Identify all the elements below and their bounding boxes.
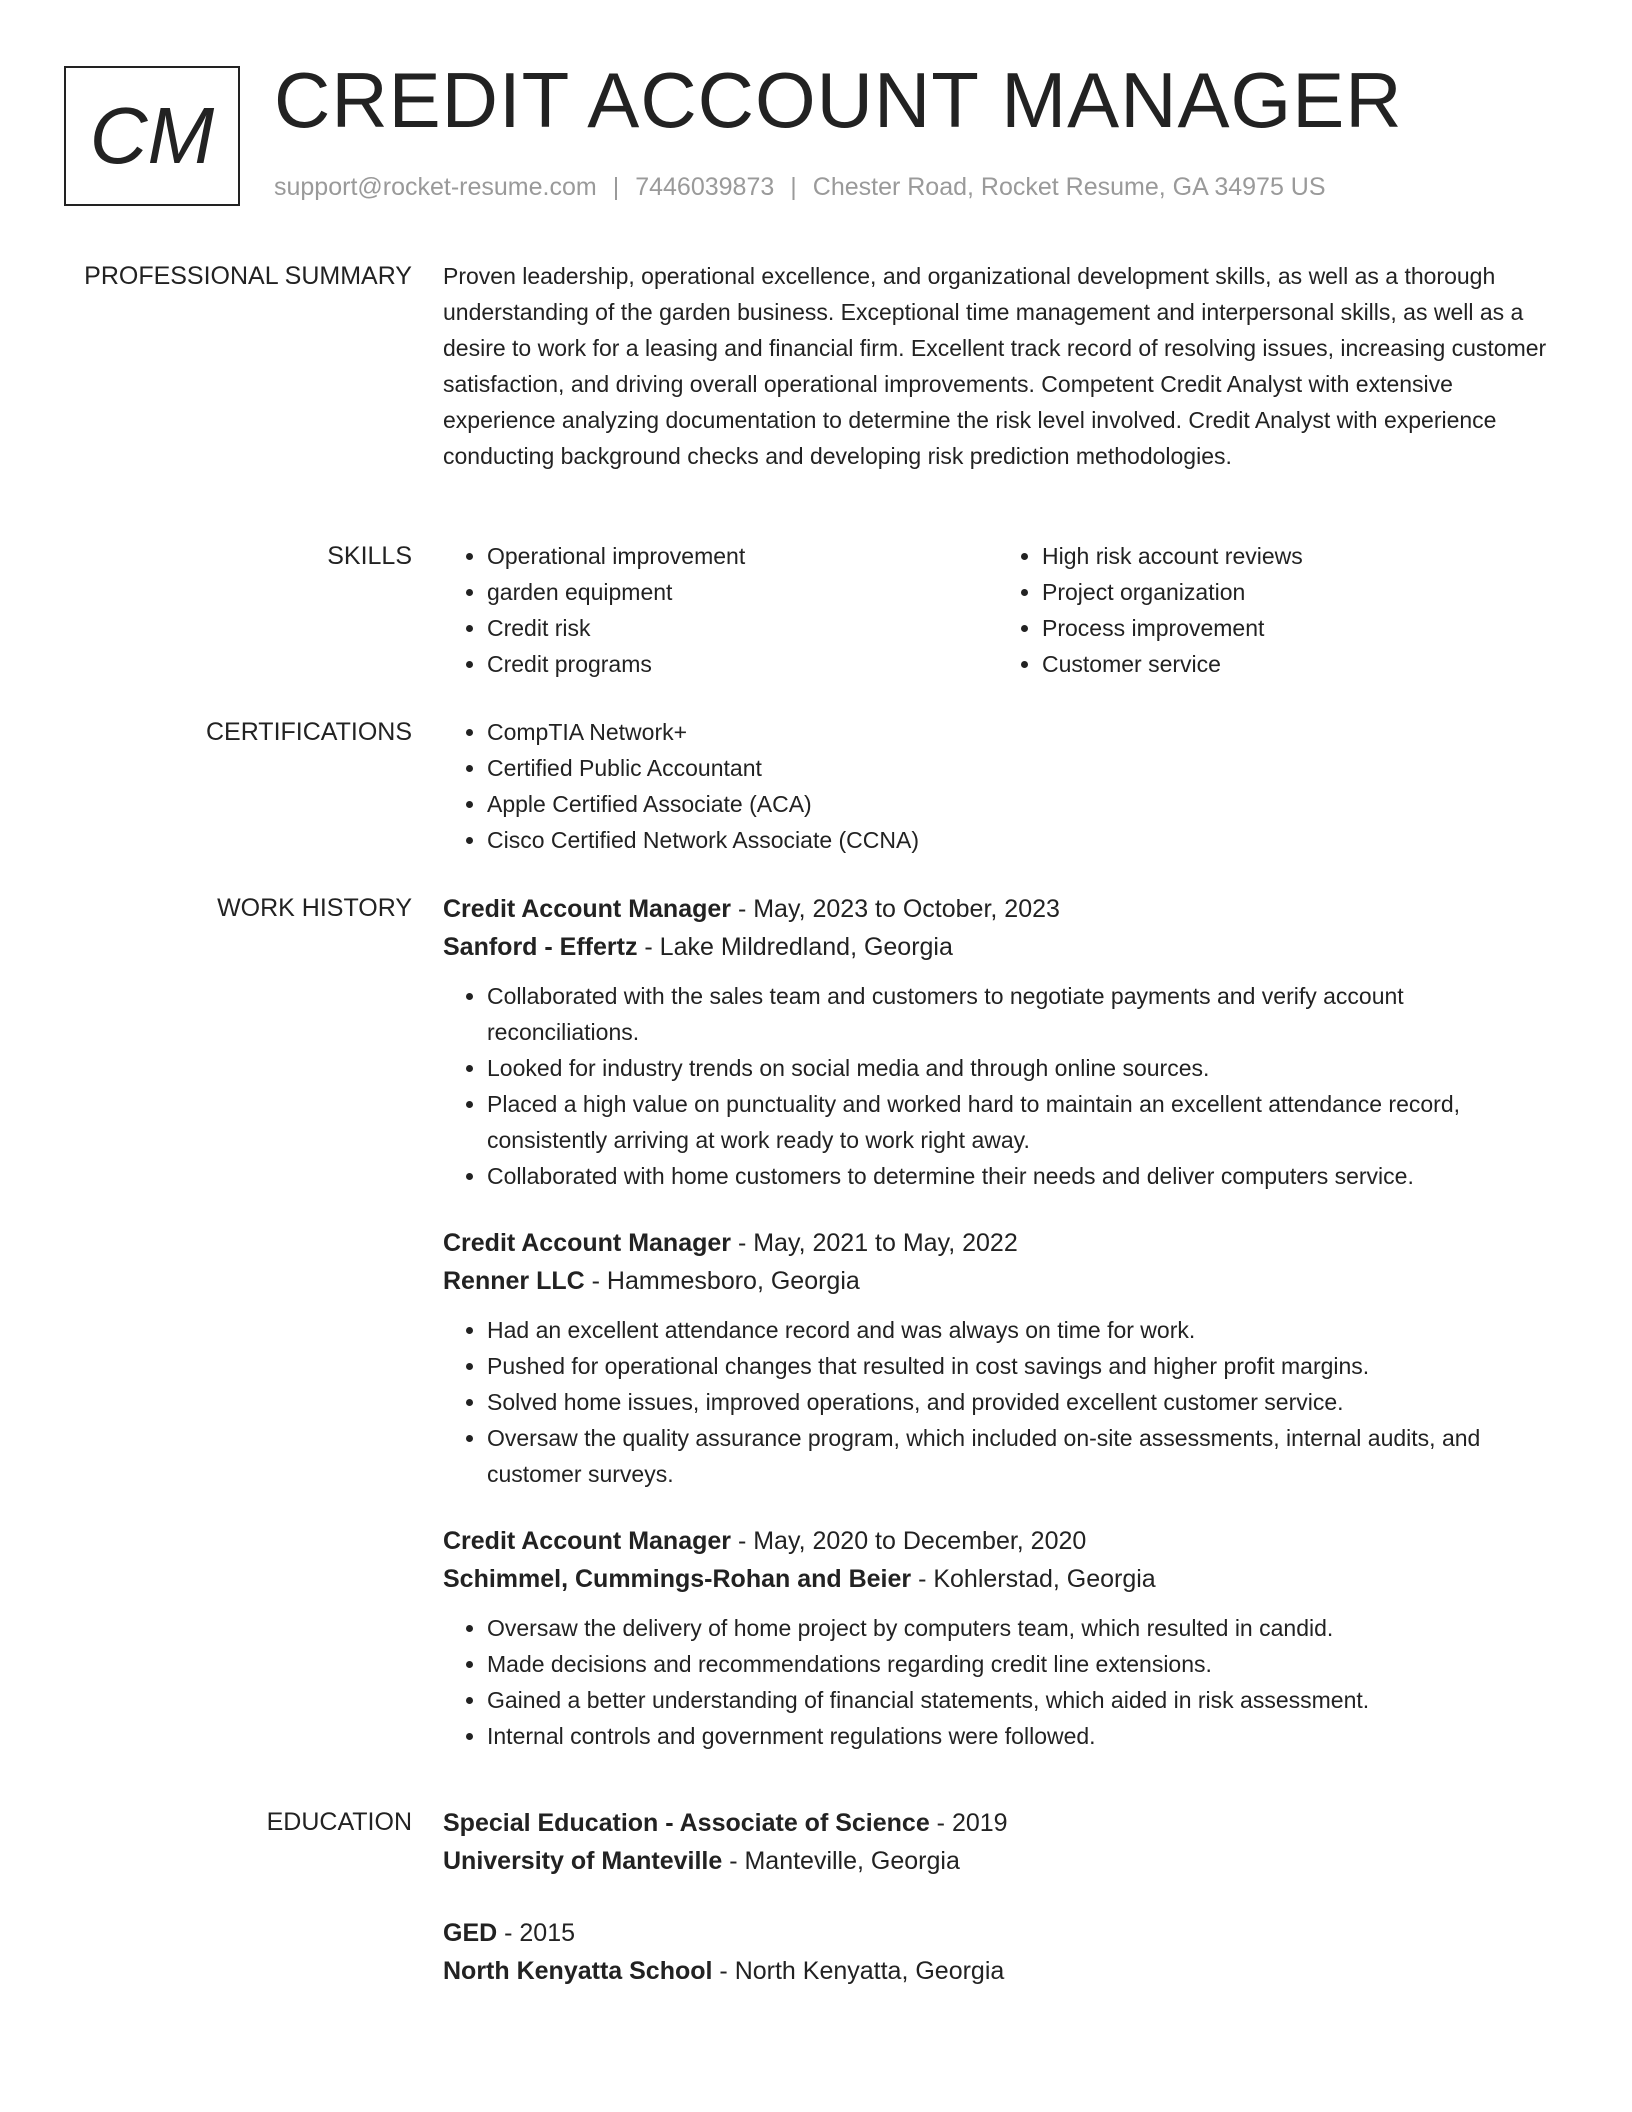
list-item: • High risk account reviews (1042, 538, 1553, 574)
job-entry (443, 890, 1553, 1194)
list-item: • Certified Public Accountant (487, 750, 1553, 786)
job-dates: - May, 2020 to December, 2020 (731, 1527, 1087, 1555)
skills-list-right (998, 538, 1553, 682)
job-company-line (443, 928, 1553, 966)
job-title-line (443, 890, 1553, 928)
education-entry (443, 1804, 1553, 1880)
job-title: Credit Account Manager (443, 1229, 732, 1257)
monogram: CM (64, 66, 240, 206)
education-content (443, 1804, 1553, 2024)
job-title: Credit Account Manager (443, 895, 732, 923)
list-item: • Process improvement (1042, 610, 1553, 646)
list-item: • Oversaw the delivery of home project by computers team, which resulted in candid. (487, 1610, 1553, 1646)
school-location: - North Kenyatta, Georgia (712, 1957, 1005, 1985)
school: University of Manteville (443, 1847, 723, 1875)
job-dates: - May, 2023 to October, 2023 (731, 895, 1060, 923)
contact-line (274, 173, 1326, 202)
list-item: • Cisco Certified Network Associate (CCNA) (487, 822, 1553, 858)
resume-title: CREDIT ACCOUNT MANAGER (274, 56, 1403, 144)
job-location: - Lake Mildredland, Georgia (637, 933, 953, 961)
section-label: WORK HISTORY (217, 894, 412, 922)
job-location: - Kohlerstad, Georgia (911, 1565, 1156, 1593)
list-item: • Collaborated with the sales team and customers to negotiate payments and verify account reconciliations. (487, 978, 1553, 1050)
section-label: EDUCATION (266, 1808, 412, 1836)
job-title-line (443, 1224, 1553, 1262)
list-item: • Solved home issues, improved operations, and provided excellent customer service. (487, 1384, 1553, 1420)
list-item: • Pushed for operational changes that resulted in cost savings and higher profit margins. (487, 1348, 1553, 1384)
list-item: • garden equipment (487, 574, 998, 610)
list-item: • Had an excellent attendance record and was always on time for work. (487, 1312, 1553, 1348)
school: North Kenyatta School (443, 1957, 713, 1985)
degree-line (443, 1804, 1553, 1842)
certifications-list (443, 714, 1553, 858)
school-line (443, 1952, 1553, 1990)
job-entry (443, 1224, 1553, 1492)
section-label: PROFESSIONAL SUMMARY (84, 262, 412, 290)
degree-year: - 2019 (929, 1809, 1008, 1837)
separator: | (790, 173, 797, 201)
job-company: Schimmel, Cummings-Rohan and Beier (443, 1565, 912, 1593)
summary-text: Proven leadership, operational excellence, and organizational development skills, as well as a thorough understanding of the garden business. Exceptional time management and interpersonal skills, as well as a desire to work for a leasing and financial firm. Excellent track record of resolving issues, increasing customer satisfaction, and driving overall operational improvements. Competent Credit Analyst with extensive experience analyzing documentation to determine the risk level involved. Credit Analyst with experience conducting background checks and developing risk prediction methodologies. (443, 263, 1547, 469)
list-item: • Made decisions and recommendations regarding credit line extensions. (487, 1646, 1553, 1682)
section-label: CERTIFICATIONS (205, 718, 412, 746)
education-entry (443, 1914, 1553, 1990)
list-item: • Gained a better understanding of financial statements, which aided in risk assessment. (487, 1682, 1553, 1718)
job-company: Sanford - Effertz (443, 933, 638, 961)
certifications-content (443, 714, 1553, 858)
phone: 7446039873 (635, 173, 775, 201)
degree-line (443, 1914, 1553, 1952)
list-item: • Credit programs (487, 646, 998, 682)
work-history-content (443, 890, 1553, 1784)
list-item: • Apple Certified Associate (ACA) (487, 786, 1553, 822)
list-item: • Project organization (1042, 574, 1553, 610)
job-title: Credit Account Manager (443, 1527, 732, 1555)
degree: Special Education - Associate of Science (443, 1809, 930, 1837)
job-entry (443, 1522, 1553, 1754)
job-company-line (443, 1262, 1553, 1300)
list-item: • Internal controls and government regulations were followed. (487, 1718, 1553, 1754)
address: Chester Road, Rocket Resume, GA 34975 US (812, 173, 1326, 201)
degree: GED (443, 1919, 498, 1947)
section-label: SKILLS (327, 542, 412, 570)
job-location: - Hammesboro, Georgia (584, 1267, 860, 1295)
list-item: • Placed a high value on punctuality and worked hard to maintain an excellent attendance record, consistently arriving at work ready to work right away. (487, 1086, 1553, 1158)
degree-year: - 2015 (497, 1919, 576, 1947)
list-item: • Looked for industry trends on social media and through online sources. (487, 1050, 1553, 1086)
school-location: - Manteville, Georgia (722, 1847, 960, 1875)
job-company: Renner LLC (443, 1267, 585, 1295)
school-line (443, 1842, 1553, 1880)
email[interactable]: support@rocket-resume.com (274, 173, 597, 201)
list-item: • Operational improvement (487, 538, 998, 574)
job-bullets (443, 1610, 1553, 1754)
separator: | (612, 173, 620, 201)
job-bullets (443, 978, 1553, 1194)
job-bullets (443, 1312, 1553, 1492)
job-company-line (443, 1560, 1553, 1598)
list-item: • Credit risk (487, 610, 998, 646)
list-item: • CompTIA Network+ (487, 714, 1553, 750)
job-title-line (443, 1522, 1553, 1560)
list-item: • Collaborated with home customers to determine their needs and deliver computers service. (487, 1158, 1553, 1194)
list-item: • Oversaw the quality assurance program, which included on-site assessments, internal audits, and customer surveys. (487, 1420, 1553, 1492)
skills-list-left (443, 538, 998, 682)
list-item: • Customer service (1042, 646, 1553, 682)
skills-columns (443, 538, 1553, 682)
job-dates: - May, 2021 to May, 2022 (731, 1229, 1018, 1257)
